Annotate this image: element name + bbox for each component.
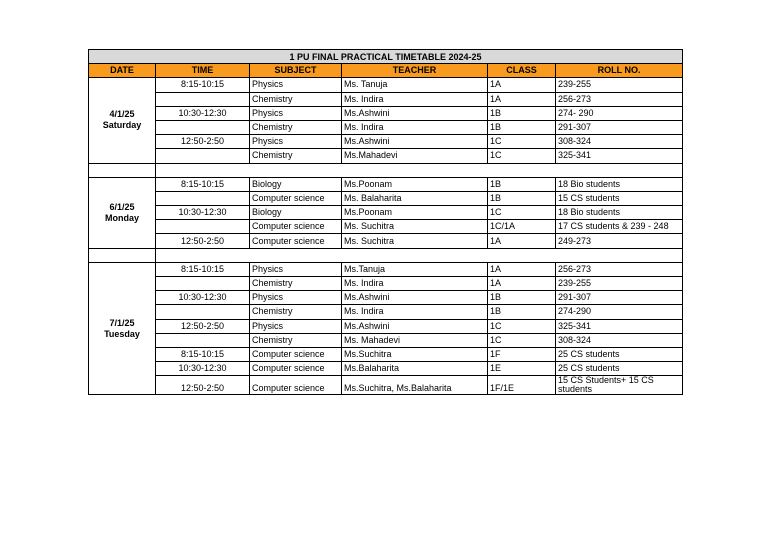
class-cell: 1B: [488, 305, 556, 319]
table-row: [89, 277, 683, 291]
date-cell: [89, 177, 156, 248]
subject-cell: Physics: [250, 319, 342, 333]
teacher-cell: Ms.Ashwini: [342, 291, 488, 305]
time-cell: [156, 333, 250, 347]
roll-no-cell: 256-273: [556, 92, 683, 106]
roll-no-cell: 25 CS students: [556, 347, 683, 361]
page-title: 1 PU FINAL PRACTICAL TIMETABLE 2024-25: [89, 50, 683, 64]
roll-no-cell: 274- 290: [556, 106, 683, 120]
time-cell: [156, 191, 250, 205]
roll-no-cell: 291-307: [556, 120, 683, 134]
time-cell: [156, 305, 250, 319]
time-cell: 8:15-10:15: [156, 347, 250, 361]
class-cell: 1C: [488, 319, 556, 333]
header-roll-no: ROLL NO.: [556, 64, 683, 78]
time-cell: 8:15-10:15: [156, 177, 250, 191]
teacher-cell: Ms.Tanuja: [342, 262, 488, 276]
roll-no-cell: 249-273: [556, 234, 683, 248]
subject-cell: Computer science: [250, 362, 342, 376]
table-row: [89, 362, 683, 376]
timetable: [88, 49, 683, 395]
class-cell: 1A: [488, 234, 556, 248]
subject-cell: Computer science: [250, 376, 342, 395]
subject-cell: Chemistry: [250, 305, 342, 319]
day-text: Saturday: [102, 120, 142, 131]
class-cell: 1C/1A: [488, 220, 556, 234]
class-cell: 1A: [488, 92, 556, 106]
class-cell: 1C: [488, 333, 556, 347]
class-cell: 1B: [488, 177, 556, 191]
time-cell: 10:30-12:30: [156, 291, 250, 305]
class-cell: 1B: [488, 106, 556, 120]
subject-cell: Chemistry: [250, 333, 342, 347]
teacher-cell: Ms. Indira: [342, 305, 488, 319]
roll-no-cell: 239-255: [556, 277, 683, 291]
subject-cell: Physics: [250, 135, 342, 149]
time-cell: [156, 149, 250, 163]
time-cell: [156, 92, 250, 106]
teacher-cell: Ms. Tanuja: [342, 78, 488, 92]
table-row: [89, 149, 683, 163]
day-text: Monday: [104, 212, 139, 223]
table-row: [89, 220, 683, 234]
table-row: [89, 177, 683, 191]
table-row: [89, 305, 683, 319]
table-row: [89, 291, 683, 305]
time-cell: 10:30-12:30: [156, 362, 250, 376]
time-cell: [156, 120, 250, 134]
table-row: [89, 106, 683, 120]
teacher-cell: Ms.Ashwini: [342, 319, 488, 333]
teacher-cell: Ms.Ashwini: [342, 106, 488, 120]
time-cell: [156, 277, 250, 291]
roll-no-cell: 18 Bio students: [556, 206, 683, 220]
teacher-cell: Ms. Indira: [342, 92, 488, 106]
date-cell: [89, 262, 156, 395]
header-teacher: TEACHER: [342, 64, 488, 78]
class-cell: 1C: [488, 149, 556, 163]
table-row: [89, 191, 683, 205]
teacher-cell: Ms. Suchitra: [342, 234, 488, 248]
roll-no-cell: 18 Bio students: [556, 177, 683, 191]
roll-no-cell: 325-341: [556, 149, 683, 163]
class-cell: 1E: [488, 362, 556, 376]
table-row: [89, 206, 683, 220]
class-cell: 1A: [488, 78, 556, 92]
teacher-cell: Ms.Suchitra: [342, 347, 488, 361]
time-cell: [156, 220, 250, 234]
header-time: TIME: [156, 64, 250, 78]
roll-no-cell: 308-324: [556, 333, 683, 347]
class-cell: 1B: [488, 191, 556, 205]
class-cell: 1A: [488, 262, 556, 276]
header-subject: SUBJECT: [250, 64, 342, 78]
date-text: 4/1/25: [109, 109, 135, 120]
roll-no-cell: 256-273: [556, 262, 683, 276]
roll-no-cell: 308-324: [556, 135, 683, 149]
class-cell: 1C: [488, 206, 556, 220]
subject-cell: Chemistry: [250, 149, 342, 163]
roll-no-cell: 274-290: [556, 305, 683, 319]
time-cell: 12:50-2:50: [156, 319, 250, 333]
subject-cell: Computer science: [250, 234, 342, 248]
subject-cell: Biology: [250, 177, 342, 191]
time-cell: 12:50-2:50: [156, 135, 250, 149]
subject-cell: Chemistry: [250, 277, 342, 291]
teacher-cell: Ms. Indira: [342, 277, 488, 291]
table-row: [89, 135, 683, 149]
teacher-cell: Ms.Poonam: [342, 177, 488, 191]
time-cell: 8:15-10:15: [156, 78, 250, 92]
date-text: 7/1/25: [109, 317, 135, 328]
header-class: CLASS: [488, 64, 556, 78]
subject-cell: Chemistry: [250, 92, 342, 106]
time-cell: 12:50-2:50: [156, 376, 250, 395]
subject-cell: Physics: [250, 262, 342, 276]
date-text: 6/1/25: [109, 201, 135, 212]
time-cell: 10:30-12:30: [156, 206, 250, 220]
spacer-row: [89, 248, 683, 262]
time-cell: 8:15-10:15: [156, 262, 250, 276]
spacer-row: [89, 163, 683, 177]
day-text: Tuesday: [104, 328, 140, 339]
table-row: [89, 319, 683, 333]
date-cell: [89, 78, 156, 163]
table-row: [89, 333, 683, 347]
class-cell: 1B: [488, 120, 556, 134]
time-cell: 10:30-12:30: [156, 106, 250, 120]
teacher-cell: Ms.Suchitra, Ms.Balaharita: [342, 376, 488, 395]
teacher-cell: Ms.Ashwini: [342, 135, 488, 149]
teacher-cell: Ms.Mahadevi: [342, 149, 488, 163]
teacher-cell: Ms.Poonam: [342, 206, 488, 220]
roll-no-cell: 291-307: [556, 291, 683, 305]
roll-no-cell: 15 CS students: [556, 191, 683, 205]
teacher-cell: Ms. Indira: [342, 120, 488, 134]
class-cell: 1C: [488, 135, 556, 149]
table-row: [89, 120, 683, 134]
roll-no-cell: 239-255: [556, 78, 683, 92]
roll-no-cell: 25 CS students: [556, 362, 683, 376]
teacher-cell: Ms.Balaharita: [342, 362, 488, 376]
subject-cell: Computer science: [250, 347, 342, 361]
subject-cell: Physics: [250, 291, 342, 305]
class-cell: 1A: [488, 277, 556, 291]
subject-cell: Chemistry: [250, 120, 342, 134]
table-row: [89, 78, 683, 92]
header-date: DATE: [89, 64, 156, 78]
roll-no-cell: 15 CS Students+ 15 CS students: [556, 376, 683, 395]
table-row: [89, 376, 683, 395]
subject-cell: Computer science: [250, 220, 342, 234]
table-row: [89, 234, 683, 248]
subject-cell: Computer science: [250, 191, 342, 205]
table-row: [89, 92, 683, 106]
subject-cell: Physics: [250, 78, 342, 92]
teacher-cell: Ms. Balaharita: [342, 191, 488, 205]
teacher-cell: Ms. Suchitra: [342, 220, 488, 234]
roll-no-cell: 325-341: [556, 319, 683, 333]
subject-cell: Physics: [250, 106, 342, 120]
class-cell: 1F/1E: [488, 376, 556, 395]
class-cell: 1B: [488, 291, 556, 305]
class-cell: 1F: [488, 347, 556, 361]
teacher-cell: Ms. Mahadevi: [342, 333, 488, 347]
time-cell: 12:50-2:50: [156, 234, 250, 248]
subject-cell: Biology: [250, 206, 342, 220]
table-row: [89, 262, 683, 276]
table-row: [89, 347, 683, 361]
roll-no-cell: 17 CS students & 239 - 248: [556, 220, 683, 234]
